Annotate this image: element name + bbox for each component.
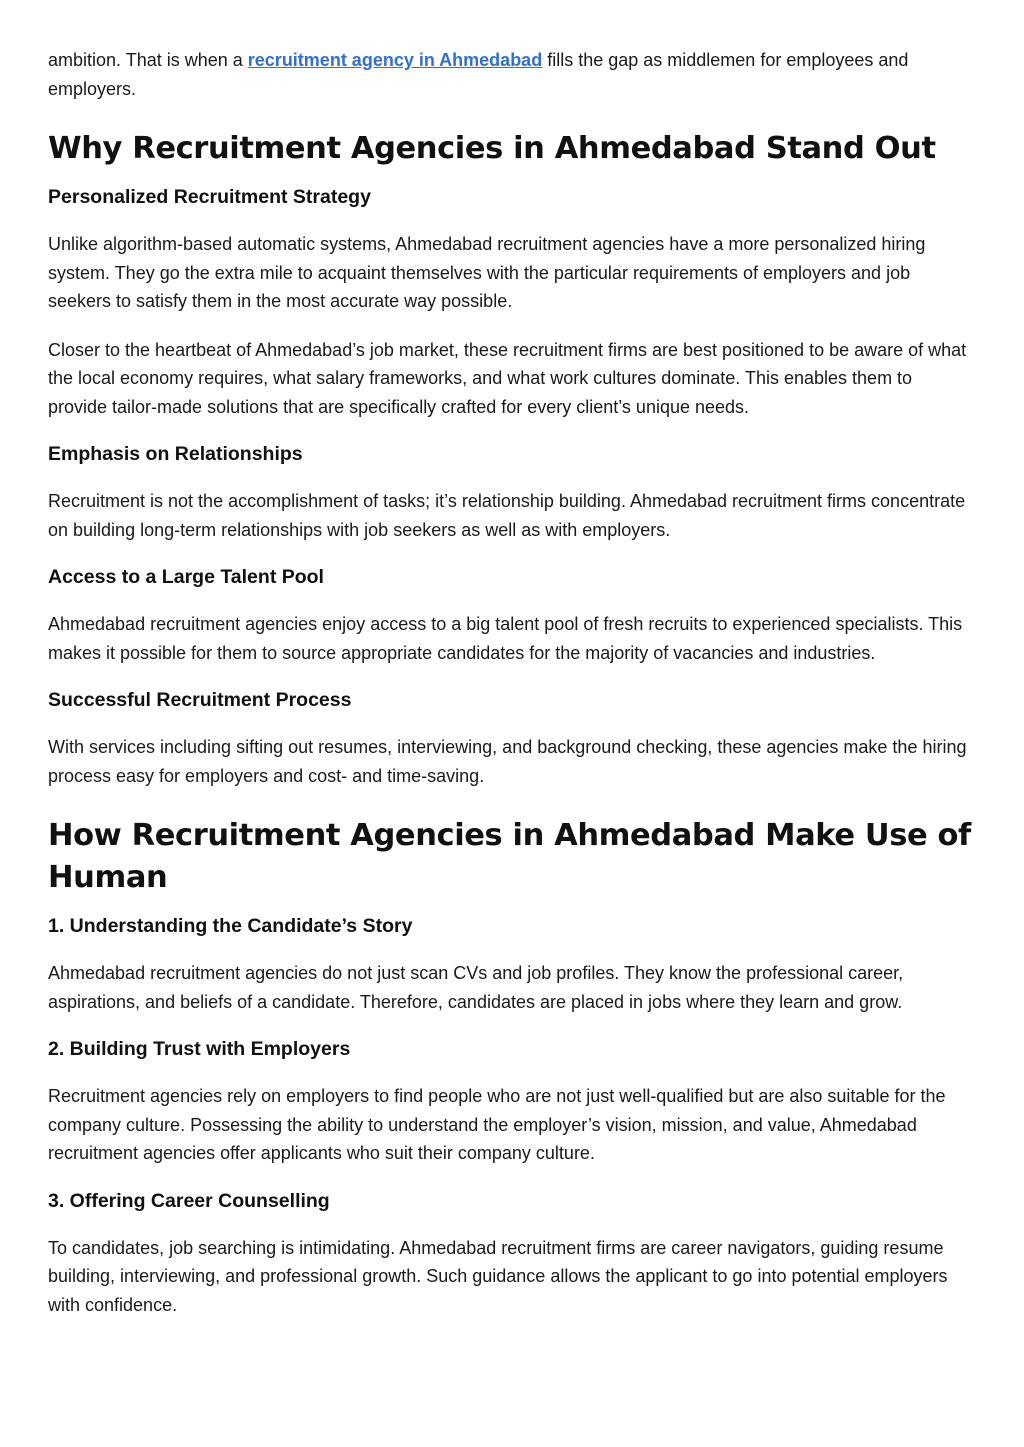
paragraph-personalized-2: Closer to the heartbeat of Ahmedabad’s job market, these recruitment firms are best positioned to be aware of what the local economy requires, what salary frameworks, and what work cultures dominate. This enables them to provide tailor-made solutions that are specifically crafted for every client’s unique needs. [48,339,967,417]
subheading-trust: 2. Building Trust with Employers [48,1038,351,1060]
paragraph-talent-pool: Ahmedabad recruitment agencies enjoy access to a big talent pool of fresh recruits to experienced specialists. This makes it possible for them to source appropriate candidates for the majority of vacancies and industries. [48,614,963,663]
paragraph-counselling: To candidates, job searching is intimidating. Ahmedabad recruitment firms are career navigators, guiding resume building, interviewing, and professional growth. Such guidance allows the applicant to go into potential employers with confidence. [48,1237,948,1315]
recruitment-agency-link[interactable]: recruitment agency in Ahmedabad [247,50,543,70]
intro-paragraph [48,46,976,103]
section-heading-how: How Recruitment Agencies in Ahmedabad Make Use of Human [48,818,971,895]
subheading-personalized: Personalized Recruitment Strategy [48,186,371,208]
paragraph-candidate-story: Ahmedabad recruitment agencies do not just scan CVs and job profiles. They know the professional career, aspirations, and beliefs of a candidate. Therefore, candidates are placed in jobs where they learn and grow. [48,963,904,1012]
section-heading-why: Why Recruitment Agencies in Ahmedabad Stand Out [48,131,936,166]
subheading-counselling: 3. Offering Career Counselling [48,1189,330,1212]
subheading-relationships: Emphasis on Relationships [48,443,303,465]
subheading-process: Successful Recruitment Process [48,689,352,711]
document-page [48,0,976,1319]
paragraph-process: With services including sifting out resumes, interviewing, and background checking, these agencies make the hiring process easy for employers and cost- and time-saving. [48,737,967,786]
paragraph-trust: Recruitment agencies rely on employers to find people who are not just well-qualified but are also suitable for the company culture. Possessing the ability to understand the employer’s vision, mission, and value, Ahmedabad recruitment agencies offer applicants who suit their company culture. [48,1086,946,1163]
paragraph-personalized-1: Unlike algorithm-based automatic systems, Ahmedabad recruitment agencies have a more personalized hiring system. They go the extra mile to acquaint themselves with the particular requirements of employers and job seekers to satisfy them in the most accurate way possible. [48,234,926,311]
paragraph-relationships: Recruitment is not the accomplishment of tasks; it’s relationship building. Ahmedabad recruitment firms concentrate on building long-term relationships with job seekers as well as with employers. [48,491,966,540]
subheading-candidate-story: 1. Understanding the Candidate’s Story [48,915,413,937]
subheading-talent-pool: Access to a Large Talent Pool [48,566,324,588]
intro-text-before: ambition. That is when a [48,50,248,70]
intro-text-after: fills the gap as middlemen for employees and employers. [48,50,909,99]
